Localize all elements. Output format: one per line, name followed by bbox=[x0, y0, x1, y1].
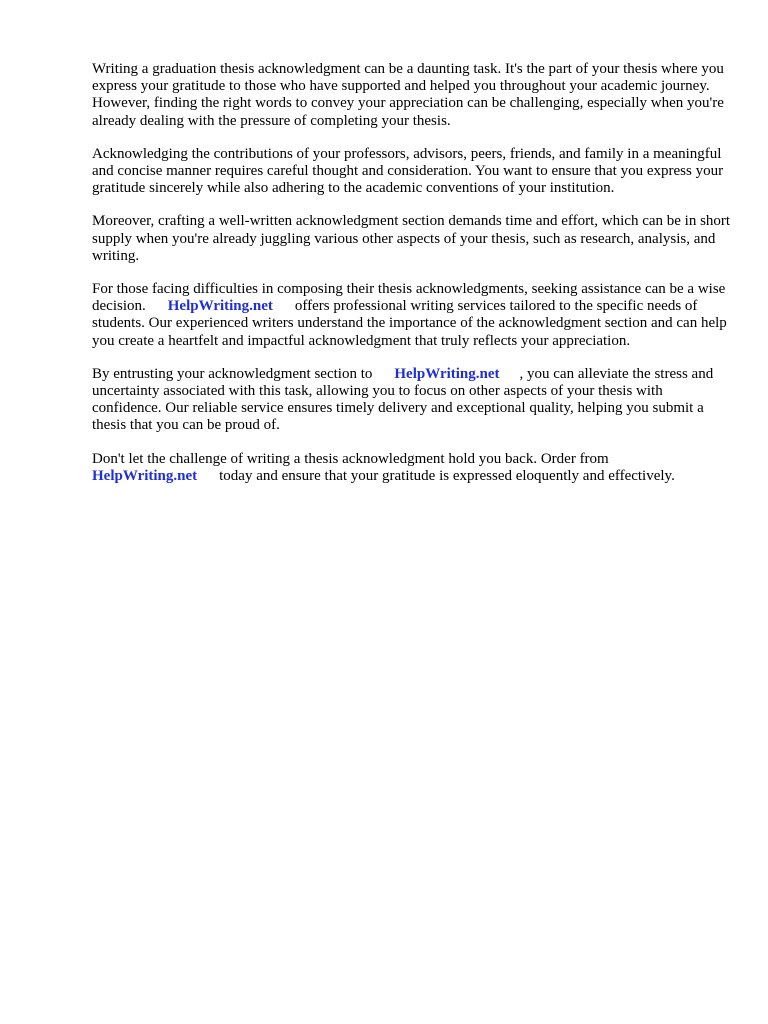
helpwriting-link-2[interactable]: HelpWriting.net bbox=[394, 365, 500, 382]
paragraph-assistance-text-after: offers professional writing services tailored to the specific needs of students. Our experienced writers understand the importance of the acknowledgment section and can help you create a heartfelt and impactful acknowledgment that truly reflects your appreciation. bbox=[92, 298, 727, 349]
paragraph-entrusting-text-after: , you can alleviate the stress and uncertainty associated with this task, allowing you to focus on other aspects of your thesis with confidence. Our reliable service ensures timely delivery and exceptional quality, helping you submit a thesis that you can be proud of. bbox=[92, 365, 714, 434]
paragraph-intro: Writing a graduation thesis acknowledgment can be a daunting task. It's the part of your thesis where you express your gratitude to those who have supported and helped you throughout your academic journey. However, finding the right words to convey your appreciation can be challenging, especially when you're already dealing with the pressure of completing your thesis. bbox=[92, 61, 724, 129]
helpwriting-link-3[interactable]: HelpWriting.net bbox=[92, 467, 198, 484]
paragraph-entrusting-text-before: By entrusting your acknowledgment section to bbox=[92, 365, 373, 382]
paragraph-entrusting bbox=[92, 366, 732, 435]
paragraph-call-to-action bbox=[92, 451, 732, 485]
paragraph-cta-text-before: Don't let the challenge of writing a thesis acknowledgment hold you back. Order from bbox=[92, 450, 609, 467]
paragraph-assistance bbox=[92, 281, 732, 350]
paragraph-cta-text-after: today and ensure that your gratitude is expressed eloquently and effectively. bbox=[219, 467, 675, 484]
paragraph-contributions: Acknowledging the contributions of your professors, advisors, peers, friends, and family in a meaningful and concise manner requires careful thought and consideration. You want to ensure that you express your gratitude sincerely while also adhering to the academic conventions of your institution. bbox=[92, 145, 724, 197]
document-page bbox=[92, 61, 732, 501]
paragraph-time-effort: Moreover, crafting a well-written acknowledgment section demands time and effort, which can be in short supply when you're already juggling various other aspects of your thesis, such as research, analysis, and writing. bbox=[92, 213, 731, 264]
helpwriting-link-1[interactable]: HelpWriting.net bbox=[167, 298, 273, 315]
paragraph-assistance-text-before: For those facing difficulties in composing their thesis acknowledgments, seeking assistance can be a wise decision. bbox=[92, 281, 726, 315]
